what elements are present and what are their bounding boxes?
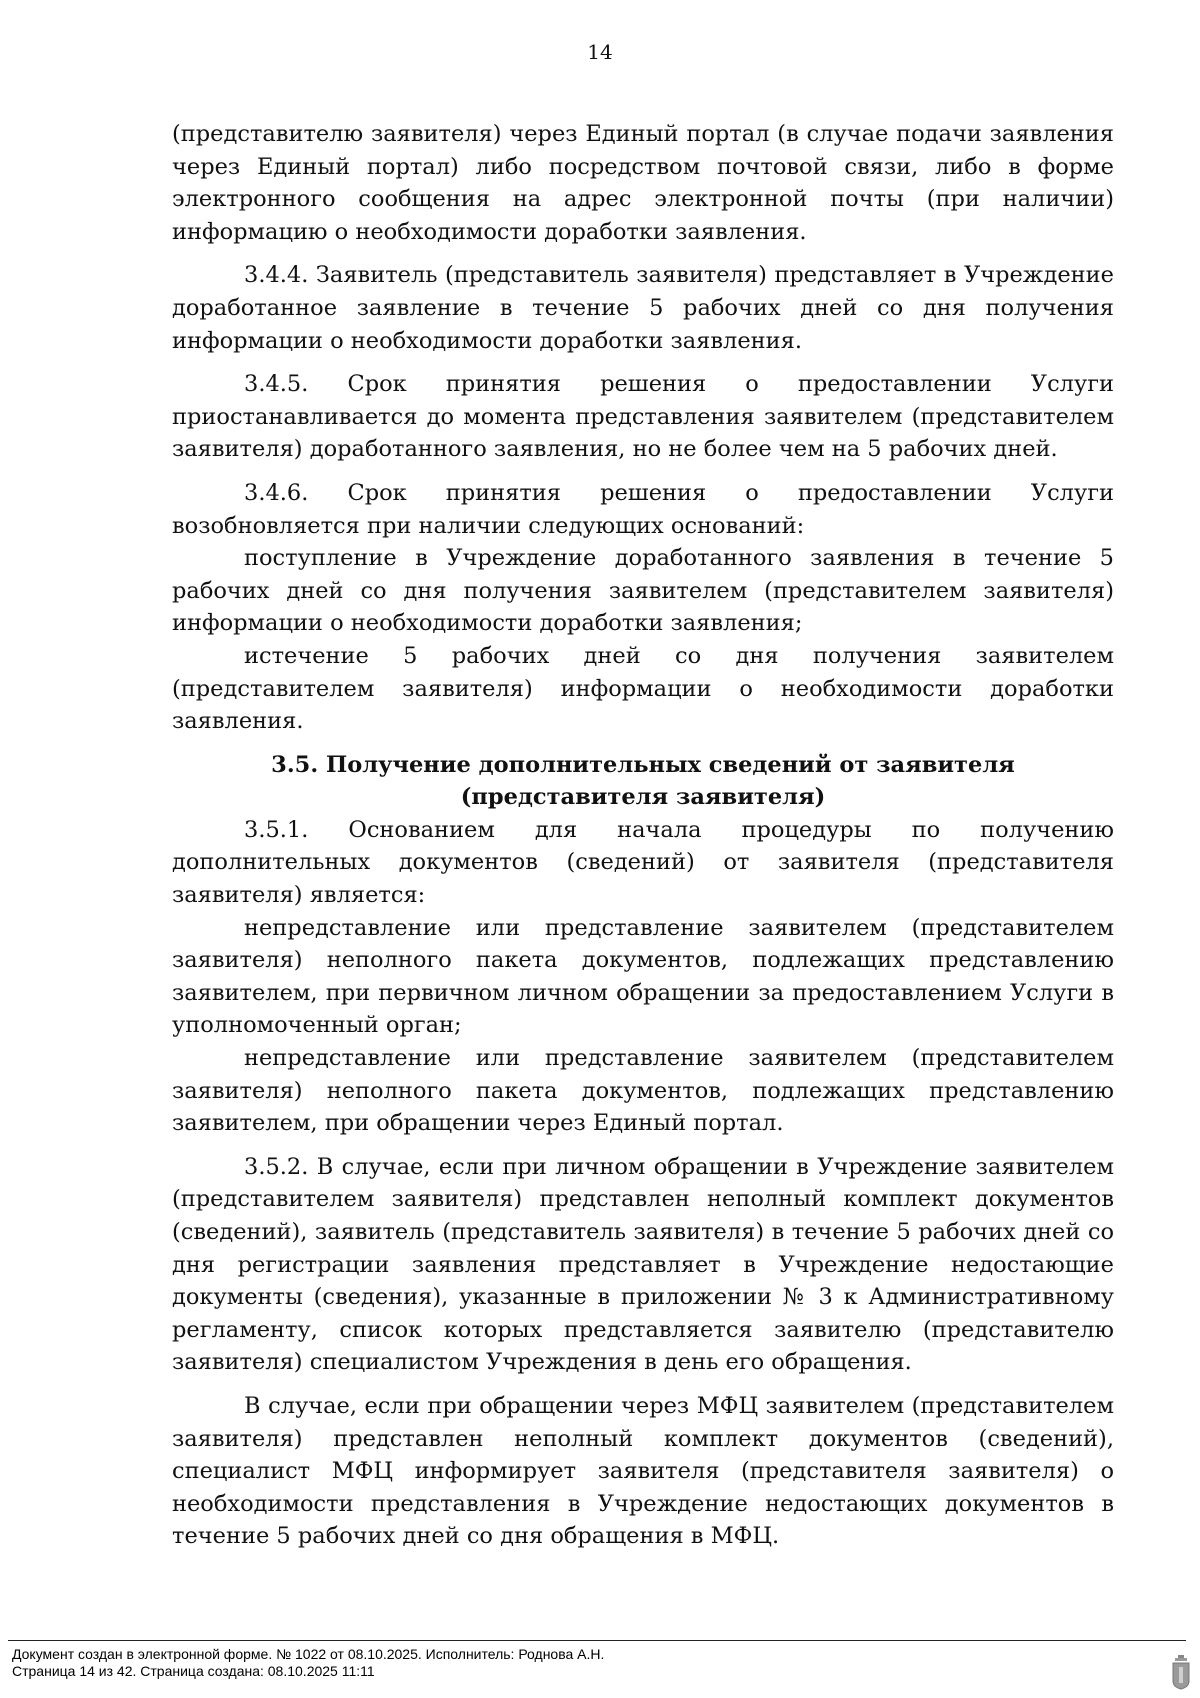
footer bbox=[12, 1646, 604, 1680]
footer-page-info: Страница 14 из 42. Страница создана: 08.10.2025 11:11 bbox=[12, 1663, 375, 1679]
paragraph: непредставление или представление заявителем (представителем заявителя) неполного пакета документов, подлежащих представлению заявителем, при первичном личном обращении за предоставлением Услуги в уполномоченный орган; bbox=[172, 914, 1114, 1039]
document-body bbox=[172, 118, 1114, 1553]
paragraph: 3.4.6. Срок принятия решения о предоставлении Услуги возобновляется при наличии следующих оснований: bbox=[172, 479, 1114, 539]
paragraph: 3.4.5. Срок принятия решения о предоставлении Услуги приостанавливается до момента представления заявителем (представителем заявителя) доработанного заявления, но не более чем на 5 рабочих дней. bbox=[172, 371, 1114, 463]
section-heading: 3.5. Получение дополнительных сведений от заявителя (представителя заявителя) bbox=[271, 751, 1015, 811]
paragraph: 3.5.2. В случае, если при личном обращении в Учреждение заявителем (представителем заявителя) представлен неполный комплект документов (сведений), заявитель (представитель заявителя) в течение 5 рабочих дней со дня регистрации заявления представляет в Учреждение недостающие документы (сведения), указанные в приложении № 3 к Административному регламенту, список которых представляется заявителю (представителю заявителя) специалистом Учреждения в день его обращения. bbox=[172, 1153, 1114, 1376]
paragraph: 3.5.1. Основанием для начала процедуры по получению дополнительных документов (сведений) от заявителя (представителя заявителя) является: bbox=[172, 816, 1114, 909]
paragraph: поступление в Учреждение доработанного заявления в течение 5 рабочих дней со дня получения заявителем (представителем заявителя) информации о необходимости доработки заявления; bbox=[172, 545, 1114, 637]
paragraph: 3.4.4. Заявитель (представитель заявителя) представляет в Учреждение доработанное заявление в течение 5 рабочих дней со дня получения информации о необходимости доработки заявления. bbox=[172, 262, 1114, 354]
coat-of-arms-icon bbox=[1172, 1655, 1190, 1690]
paragraph: В случае, если при обращении через МФЦ заявителем (представителем заявителя) представлен неполный комплект документов (сведений), специалист МФЦ информирует заявителя (представителя заявителя) о необходимости представления в Учреждение недостающих документов в течение 5 рабочих дней со дня обращения в МФЦ. bbox=[172, 1392, 1114, 1550]
page-number: 14 bbox=[587, 40, 613, 64]
footer-document-info: Документ создан в электронной форме. № 1022 от 08.10.2025. Исполнитель: Роднова А.Н. bbox=[12, 1646, 605, 1662]
paragraph: непредставление или представление заявителем (представителем заявителя) неполного пакета документов, подлежащих представлению заявителем, при обращении через Единый портал. bbox=[172, 1045, 1114, 1137]
paragraph: (представителю заявителя) через Единый портал (в случае подачи заявления через Единый портал) либо посредством почтовой связи, либо в форме электронного сообщения на адрес электронной почты (при наличии) информацию о необходимости доработки заявления. bbox=[172, 121, 1114, 245]
footer-divider bbox=[8, 1640, 1186, 1641]
paragraph: истечение 5 рабочих дней со дня получения заявителем (представителем заявителя) информации о необходимости доработки заявления. bbox=[172, 642, 1114, 735]
